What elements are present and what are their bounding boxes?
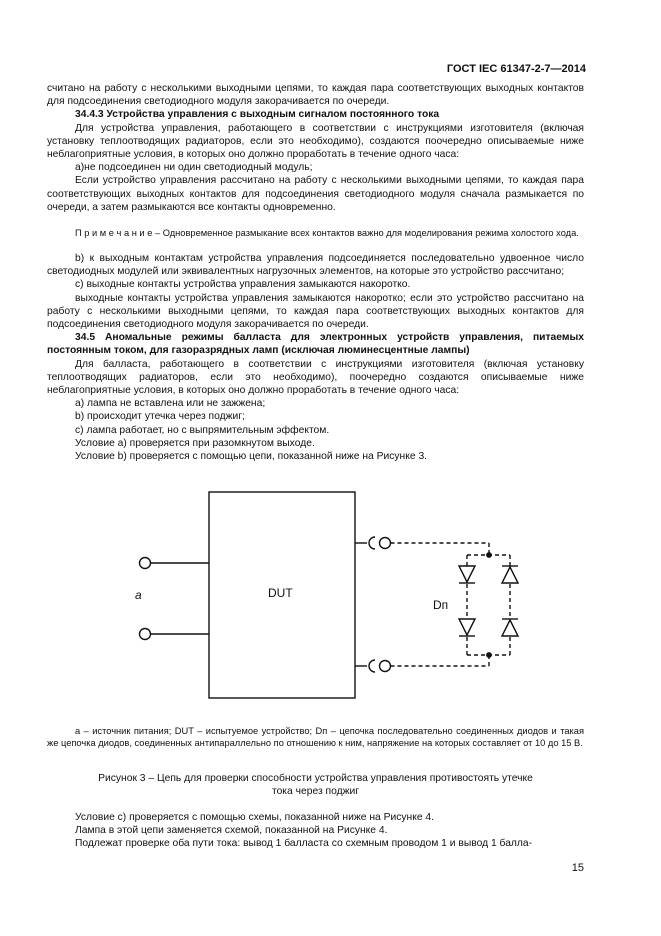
caption-line: тока через поджиг [271, 786, 360, 798]
paragraph: Условие b) проверяется с помощью цепи, показанной ниже на Рисунке 3. [75, 451, 428, 463]
paragraph: Для балласта, работающего в соответствии с инструкциями изготовителя (включая установку теплоотводящих радиаторов, если это необходимо), поочередно создаются описываемые ниже неблагоприятные условия, в которых оно должно проработать в течение одного часа: [47, 358, 584, 397]
page-number: 15 [571, 862, 584, 874]
input-terminal-bottom [140, 629, 151, 640]
paragraph: Для устройства управления, работающего в соответствии с инструкциями изготовителя (включая установку теплоотводящих радиаторов, если это необходимо), создаются поочередно описываемые ниже неблагоприятные условия, в которых оно должно проработать в течение одного часа: [47, 122, 584, 161]
note [47, 227, 584, 239]
figure-legend [47, 725, 584, 749]
paragraph: Если устройство управления рассчитано на работу с несколькими выходными цепями, то каждая пара соответствующих выходных контактов для подсоединения светодиодного модуля сначала размыкается по очереди, а затем размыкаются все контакты одновременно. [47, 175, 584, 213]
paragraph: Лампа в этой цепи заменяется схемой, показанной на Рисунке 4. [75, 825, 388, 837]
paragraph: Условие c) проверяется с помощью схемы, показанной ниже на Рисунке 4. [75, 812, 435, 823]
output-terminal-top [380, 538, 391, 549]
paragraph: выходные контакты устройства управления замыкаются накоротко; если это устройство рассчитано на работу с несколькими выходными цепями, то каждая пара соответствующих выходных контактов для подсоединения светодиодного модуля закорачивается по очереди. [47, 292, 584, 331]
output-terminal-bottom [380, 661, 391, 672]
diode-chain-label: Dп [433, 598, 449, 612]
output-socket-top [369, 537, 375, 549]
section-heading: 34.4.3 Устройства управления с выходным сигналом постоянного тока [75, 109, 440, 121]
list-item: c) лампа работает, но с выпрямительным эффектом. [75, 424, 330, 436]
list-item: а) лампа не вставлена или не зажжена; [75, 398, 266, 410]
diode-icon [459, 566, 475, 583]
list-item: b) происходит утечка через поджиг; [75, 411, 245, 423]
circuit-diagram [47, 490, 584, 715]
main-text [47, 82, 584, 463]
list-item: b) к выходным контактам устройства управления подсоединяется последовательно удвоенное число светодиодных модулей или эквивалентных нагрузочных элементов, на которые это устройство рассчитано; [47, 253, 584, 278]
paragraph: Условие а) проверяется при разомкнутом выходе. [75, 437, 315, 449]
section-heading: 34.5 Аномальные режимы балласта для электронных устройств управления, питаемых постоянным током, для газоразрядных ламп (исключая люминесцентные лампы) [47, 332, 584, 357]
source-label: a [135, 588, 142, 602]
diode-icon [502, 619, 518, 636]
circuit-figure [47, 490, 584, 715]
junction-dot [487, 653, 491, 657]
note-label: П р и м е ч а н и е [75, 228, 153, 239]
dut-label: DUT [268, 586, 293, 600]
diode-icon [459, 619, 475, 636]
document-header: ГОСТ IEC 61347-2-7—2014 [446, 63, 586, 75]
note-text: – Одновременное размыкание всех контактов важно для моделирования режима холостого хода. [152, 228, 579, 239]
bottom-text [47, 811, 584, 851]
junction-dot [487, 553, 491, 557]
diode-icon [502, 566, 518, 583]
caption-line: Рисунок 3 – Цепь для проверки способности устройства управления противостоять утечке [98, 773, 533, 784]
output-socket-bottom [369, 660, 375, 672]
legend-text: а – источник питания; DUT – испытуемое устройство; Dп – цепочка последовательно соединенных диодов и такая же цепочка диодов, соединенных антипараллельно по отношению к ним, напряжение на которых составляет от 10 до 15 В. [47, 726, 584, 748]
input-terminal-top [140, 558, 151, 569]
list-item: а)не подсоединен ни один светодиодный модуль; [75, 162, 313, 174]
paragraph: Подлежат проверке оба пути тока: вывод 1 балласта со схемным проводом 1 и вывод 1 балла- [75, 838, 533, 850]
list-item: c) выходные контакты устройства управления замыкаются накоротко. [75, 279, 411, 291]
figure-caption [47, 772, 584, 798]
paragraph: считано на работу с несколькими выходными цепями, то каждая пара соответствующих выходных контактов для подсоединения светодиодного модуля закорачивается по очереди. [47, 83, 584, 108]
